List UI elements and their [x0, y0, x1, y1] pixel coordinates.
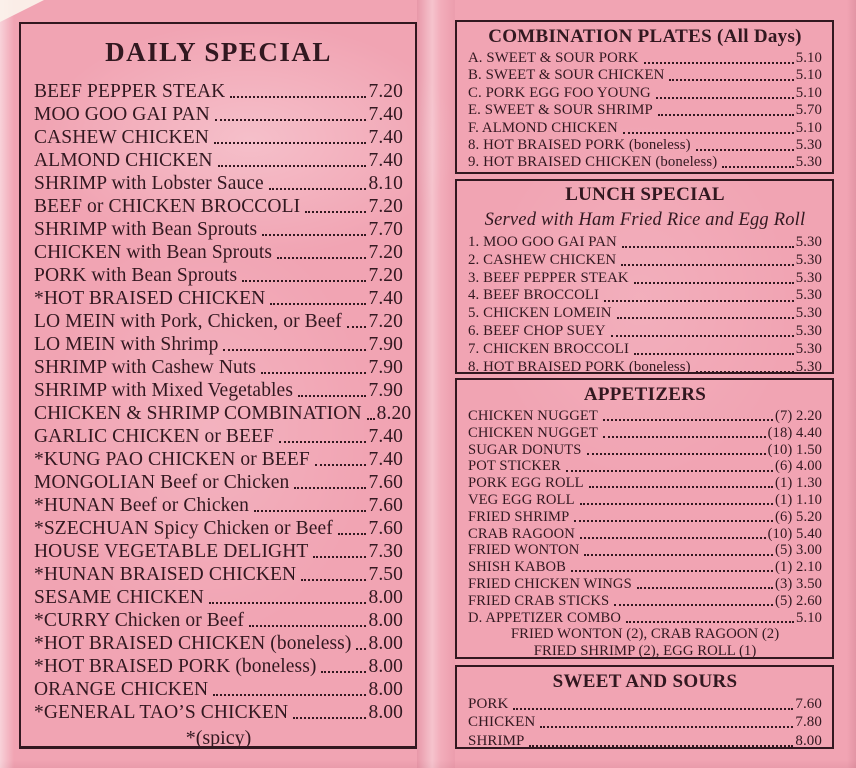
dot-leader — [279, 441, 366, 443]
menu-item-row — [34, 310, 403, 333]
menu-item-price: (1) 2.10 — [774, 559, 822, 576]
menu-item-row — [468, 425, 822, 442]
menu-item-name: F. ALMOND CHICKEN — [468, 119, 618, 136]
menu-item-name: PORK EGG ROLL — [468, 475, 584, 492]
menu-item-name: *HOT BRAISED PORK (boneless) — [34, 656, 317, 677]
menu-item-name: 5. CHICKEN LOMEIN — [468, 305, 612, 322]
menu-item-price: 8.10 — [368, 173, 403, 194]
sweet-and-sours-title: SWEET AND SOURS — [552, 671, 738, 692]
menu-item-price: (3) 3.50 — [774, 575, 822, 592]
menu-item-name: CHICKEN NUGGET — [468, 424, 598, 441]
menu-item-price: 8.00 — [368, 656, 403, 677]
fold-gutter — [417, 0, 455, 768]
menu-item-price: 5.30 — [795, 137, 822, 154]
menu-item-price: 7.90 — [368, 334, 403, 355]
menu-item-name: *GENERAL TAO’S CHICKEN — [34, 702, 289, 723]
menu-item-row — [468, 458, 822, 475]
menu-item-price: 7.20 — [368, 311, 403, 332]
menu-item-name: LO MEIN with Shrimp — [34, 334, 219, 355]
menu-item-name: CASHEW CHICKEN — [34, 127, 209, 148]
dot-leader — [269, 188, 367, 190]
menu-item-row — [468, 475, 822, 492]
menu-item-price: (10) 5.40 — [767, 525, 822, 542]
dot-leader — [315, 464, 367, 466]
dot-leader — [617, 317, 794, 319]
menu-item-row — [34, 540, 403, 563]
dot-leader — [301, 579, 366, 581]
menu-item-name: BEEF PEPPER STEAK — [34, 81, 226, 102]
menu-item-row — [34, 126, 403, 149]
menu-item-name: 7. CHICKEN BROCCOLI — [468, 340, 629, 357]
sweet-and-sours-section — [455, 665, 834, 749]
menu-item-price: 7.70 — [368, 219, 403, 240]
menu-item-name: B. SWEET & SOUR CHICKEN — [468, 67, 665, 84]
menu-item-price: 7.40 — [368, 150, 403, 171]
dot-leader — [218, 165, 367, 167]
dot-leader — [513, 708, 793, 710]
menu-item-row — [34, 80, 403, 103]
menu-item-name: SHISH KABOB — [468, 559, 567, 576]
menu-item-row — [468, 526, 822, 543]
dot-leader — [213, 694, 366, 696]
dot-leader — [249, 625, 366, 627]
menu-item-price: 8.00 — [368, 587, 403, 608]
menu-item-row — [34, 402, 412, 425]
dot-leader — [623, 132, 794, 134]
menu-item-row — [34, 471, 403, 494]
combination-plates-title: COMBINATION PLATES (All Days) — [488, 26, 802, 47]
menu-item-name: POT STICKER — [468, 458, 561, 475]
menu-item-price: 7.80 — [795, 714, 822, 731]
dot-leader — [604, 300, 794, 302]
dot-leader — [209, 602, 367, 604]
menu-item-name: FRIED CHICKEN WINGS — [468, 575, 632, 592]
menu-item-name: BEEF or CHICKEN BROCCOLI — [34, 196, 301, 217]
menu-item-row — [34, 195, 403, 218]
menu-item-price: 7.90 — [368, 380, 403, 401]
menu-item-price: 7.30 — [368, 541, 403, 562]
menu-item-name: *HUNAN BRAISED CHICKEN — [34, 564, 297, 585]
dot-leader — [584, 554, 773, 556]
dot-leader — [669, 79, 793, 81]
dot-leader — [270, 303, 366, 305]
daily-special-section — [19, 22, 417, 749]
menu-item-price: 7.60 — [368, 518, 403, 539]
dot-leader — [626, 621, 794, 623]
menu-item-name: MONGOLIAN Beef or Chicken — [34, 472, 290, 493]
scan-corner-artifact — [0, 0, 44, 22]
menu-item-row — [34, 333, 403, 356]
menu-item-name: 1. MOO GOO GAI PAN — [468, 234, 617, 250]
menu-item-row — [34, 655, 403, 678]
menu-item-price: 5.10 — [796, 609, 822, 626]
menu-item-name: CHICKEN with Bean Sprouts — [34, 242, 273, 263]
menu-item-row — [34, 517, 403, 540]
menu-item-price: 5.30 — [795, 251, 822, 268]
menu-item-price: (6) 5.20 — [774, 508, 822, 525]
menu-item-name: SHRIMP with Bean Sprouts — [34, 219, 258, 240]
menu-item-row — [468, 270, 822, 288]
menu-item-name: SHRIMP with Lobster Sauce — [34, 173, 264, 194]
menu-item-row — [468, 509, 822, 526]
menu-item-price: 8.20 — [376, 403, 412, 424]
menu-item-name: SESAME CHICKEN — [34, 587, 204, 608]
menu-item-row — [34, 287, 403, 310]
menu-item-price: (1) 1.10 — [774, 491, 822, 508]
menu-item-price: 7.40 — [368, 127, 403, 148]
menu-item-row — [468, 234, 822, 252]
menu-item-name: CRAB RAGOON — [468, 525, 575, 542]
menu-item-price: (5) 2.60 — [774, 592, 822, 609]
menu-item-price: 5.30 — [795, 358, 822, 375]
dot-leader — [215, 119, 367, 121]
menu-item-row — [468, 576, 822, 593]
menu-item-row — [468, 154, 822, 171]
menu-item-price: 7.40 — [368, 104, 403, 125]
menu-item-price: 5.30 — [795, 305, 822, 322]
dot-leader — [305, 211, 366, 213]
menu-item-row — [468, 542, 822, 559]
menu-item-row — [468, 120, 822, 137]
menu-item-row — [34, 264, 403, 287]
appetizer-combo-note-line-1: FRIED WONTON (2), CRAB RAGOON (2) — [510, 626, 780, 643]
dot-leader — [634, 353, 794, 355]
dot-leader — [223, 349, 366, 351]
dot-leader — [634, 282, 794, 284]
menu-item-row — [34, 563, 403, 586]
menu-item-row — [468, 610, 822, 627]
dot-leader — [589, 486, 773, 488]
menu-item-name: FRIED WONTON — [468, 542, 580, 559]
menu-item-price: 5.30 — [795, 234, 822, 250]
menu-item-price: 5.30 — [795, 322, 822, 339]
menu-item-row — [468, 408, 822, 425]
menu-item-row — [468, 252, 822, 270]
dot-leader — [696, 149, 794, 151]
dot-leader — [722, 166, 793, 168]
menu-item-name: SHRIMP — [468, 732, 525, 749]
menu-item-name: ALMOND CHICKEN — [34, 150, 213, 171]
menu-item-price: 8.00 — [368, 679, 403, 700]
menu-item-name: MOO GOO GAI PAN — [34, 104, 210, 125]
dot-leader — [298, 395, 366, 397]
menu-item-name: E. SWEET & SOUR SHRIMP — [468, 102, 653, 119]
menu-item-name: 3. BEEF PEPPER STEAK — [468, 269, 629, 286]
menu-item-price: 5.10 — [795, 67, 822, 84]
appetizers-items — [468, 408, 822, 626]
menu-item-name: HOUSE VEGETABLE DELIGHT — [34, 541, 309, 562]
lunch-special-title: LUNCH SPECIAL — [565, 184, 725, 205]
daily-special-title: DAILY SPECIAL — [105, 37, 332, 67]
dot-leader — [214, 142, 367, 144]
menu-item-row — [468, 67, 822, 84]
appetizer-combo-note-line-2: FRIED SHRIMP (2), EGG ROLL (1) — [533, 642, 757, 659]
dot-leader — [338, 533, 367, 535]
dot-leader — [529, 745, 793, 747]
sweet-and-sours-items — [468, 695, 822, 750]
menu-item-price: 7.60 — [368, 495, 403, 516]
menu-item-row — [34, 103, 403, 126]
menu-item-row — [468, 359, 822, 377]
dot-leader — [356, 648, 366, 650]
menu-item-row — [34, 241, 403, 264]
lunch-special-section — [455, 179, 834, 374]
dot-leader — [656, 97, 794, 99]
menu-item-price: 5.30 — [795, 340, 822, 357]
dot-leader — [611, 335, 794, 337]
menu-item-name: LO MEIN with Pork, Chicken, or Beef — [34, 311, 342, 332]
menu-item-name: VEG EGG ROLL — [468, 491, 575, 508]
dot-leader — [261, 372, 366, 374]
menu-item-price: 5.30 — [795, 269, 822, 286]
dot-leader — [614, 604, 773, 606]
dot-leader — [580, 537, 766, 539]
dot-leader — [277, 257, 366, 259]
menu-item-row — [34, 632, 403, 655]
menu-item-name: *HUNAN Beef or Chicken — [34, 495, 250, 516]
dot-leader — [644, 62, 794, 64]
menu-item-name: GARLIC CHICKEN or BEEF — [34, 426, 274, 447]
menu-item-price: 7.20 — [368, 81, 403, 102]
menu-item-price: 7.50 — [368, 564, 403, 585]
menu-item-name: 8. HOT BRAISED PORK (boneless) — [468, 358, 691, 375]
menu-item-row — [468, 341, 822, 359]
menu-item-price: 8.00 — [368, 610, 403, 631]
dot-leader — [574, 520, 773, 522]
dot-leader — [566, 470, 773, 472]
menu-item-name: *HOT BRAISED CHICKEN — [34, 288, 266, 309]
dot-leader — [580, 503, 773, 505]
menu-item-name: CHICKEN NUGGET — [468, 408, 598, 424]
menu-item-name: SHRIMP with Mixed Vegetables — [34, 380, 294, 401]
menu-item-name: 9. HOT BRAISED CHICKEN (boneless) — [468, 154, 718, 171]
dot-leader — [321, 671, 366, 673]
lunch-special-items — [468, 234, 822, 376]
menu-item-price: (18) 4.40 — [767, 424, 822, 441]
menu-item-row — [468, 559, 822, 576]
dot-leader — [293, 717, 366, 719]
dot-leader — [603, 436, 766, 438]
menu-item-price: 7.90 — [368, 357, 403, 378]
dot-leader — [347, 326, 367, 328]
combination-plates-items — [468, 50, 822, 172]
menu-item-row — [34, 494, 403, 517]
dot-leader — [621, 264, 794, 266]
menu-item-name: 6. BEEF CHOP SUEY — [468, 322, 606, 339]
menu-item-name: SUGAR DONUTS — [468, 441, 582, 458]
menu-item-name: PORK with Bean Sprouts — [34, 265, 238, 286]
menu-item-price: 7.20 — [368, 196, 403, 217]
daily-special-items — [34, 80, 412, 724]
menu-item-price: 5.30 — [795, 154, 822, 171]
dot-leader — [540, 726, 793, 728]
lunch-special-subtitle: Served with Ham Fried Rice and Egg Roll — [484, 210, 806, 230]
menu-item-name: SHRIMP with Cashew Nuts — [34, 357, 257, 378]
menu-item-row — [468, 492, 822, 509]
menu-item-price: (5) 3.00 — [774, 542, 822, 559]
dot-leader — [367, 418, 375, 420]
dot-leader — [603, 419, 773, 421]
dot-leader — [658, 114, 794, 116]
dot-leader — [637, 587, 773, 589]
menu-item-row — [468, 323, 822, 341]
menu-item-name: A. SWEET & SOUR PORK — [468, 50, 639, 66]
menu-item-row — [468, 102, 822, 119]
dot-leader — [587, 453, 766, 455]
menu-item-row — [468, 593, 822, 610]
menu-item-price: 7.40 — [368, 426, 403, 447]
menu-item-name: *KUNG PAO CHICKEN or BEEF — [34, 449, 310, 470]
menu-item-name: D. APPETIZER COMBO — [468, 609, 622, 626]
menu-item-price: (1) 1.30 — [774, 475, 822, 492]
menu-item-row — [468, 442, 822, 459]
menu-item-row — [468, 695, 822, 713]
dot-leader — [242, 280, 366, 282]
menu-item-row — [34, 425, 403, 448]
menu-item-row — [34, 609, 403, 632]
menu-item-row — [34, 218, 403, 241]
menu-item-price: (7) 2.20 — [774, 408, 822, 424]
menu-item-row — [468, 50, 822, 67]
menu-item-name: *SZECHUAN Spicy Chicken or Beef — [34, 518, 333, 539]
menu-item-row — [34, 586, 403, 609]
menu-item-price: 5.70 — [795, 102, 822, 119]
menu-item-price: 8.00 — [368, 702, 403, 723]
dot-leader — [230, 96, 366, 98]
menu-item-price: 7.40 — [368, 288, 403, 309]
menu-item-name: PORK — [468, 696, 509, 712]
menu-item-price: 7.60 — [368, 472, 403, 493]
menu-item-price: 8.00 — [368, 633, 403, 654]
menu-item-row — [34, 172, 403, 195]
menu-item-price: 8.00 — [795, 732, 822, 749]
menu-item-price: (6) 4.00 — [774, 458, 822, 475]
menu-item-name: CHICKEN — [468, 714, 536, 731]
menu-item-name: CHICKEN & SHRIMP COMBINATION — [34, 403, 362, 424]
menu-item-row — [468, 732, 822, 750]
dot-leader — [696, 371, 794, 373]
menu-item-row — [34, 356, 403, 379]
dot-leader — [622, 246, 794, 248]
menu-item-row — [468, 85, 822, 102]
menu-item-row — [34, 678, 403, 701]
menu-item-name: C. PORK EGG FOO YOUNG — [468, 84, 651, 101]
appetizers-section — [455, 378, 834, 659]
dot-leader — [313, 556, 366, 558]
menu-item-name: 2. CASHEW CHICKEN — [468, 251, 617, 268]
menu-item-name: ORANGE CHICKEN — [34, 679, 209, 700]
menu-item-name: 4. BEEF BROCCOLI — [468, 287, 600, 304]
dot-leader — [262, 234, 366, 236]
spicy-footnote: *(spicy) — [185, 727, 252, 749]
menu-item-name: *HOT BRAISED CHICKEN (boneless) — [34, 633, 352, 654]
dot-leader — [294, 487, 366, 489]
appetizers-title: APPETIZERS — [583, 384, 707, 405]
menu-item-price: 7.40 — [368, 449, 403, 470]
menu-item-name: *CURRY Chicken or Beef — [34, 610, 244, 631]
menu-item-name: FRIED SHRIMP — [468, 508, 570, 525]
menu-item-price: 7.20 — [368, 265, 403, 286]
menu-item-name: 8. HOT BRAISED PORK (boneless) — [468, 137, 691, 154]
menu-item-price: 5.10 — [795, 119, 822, 136]
menu-item-row — [34, 379, 403, 402]
menu-item-row — [468, 713, 822, 731]
dot-leader — [571, 570, 773, 572]
menu-item-price: (10) 1.50 — [767, 441, 822, 458]
menu-item-price: 5.10 — [795, 84, 822, 101]
dot-leader — [254, 510, 366, 512]
menu-item-name: FRIED CRAB STICKS — [468, 592, 610, 609]
combination-plates-section — [455, 20, 834, 174]
menu-item-price: 7.20 — [368, 242, 403, 263]
menu-item-row — [468, 305, 822, 323]
menu-item-price: 5.30 — [795, 287, 822, 304]
menu-item-row — [468, 137, 822, 154]
menu-item-row — [34, 448, 403, 471]
menu-item-price: 7.60 — [795, 696, 822, 712]
menu-item-price: 5.10 — [795, 50, 822, 66]
menu-item-row — [34, 701, 403, 724]
menu-item-row — [34, 149, 403, 172]
menu-item-row — [468, 287, 822, 305]
